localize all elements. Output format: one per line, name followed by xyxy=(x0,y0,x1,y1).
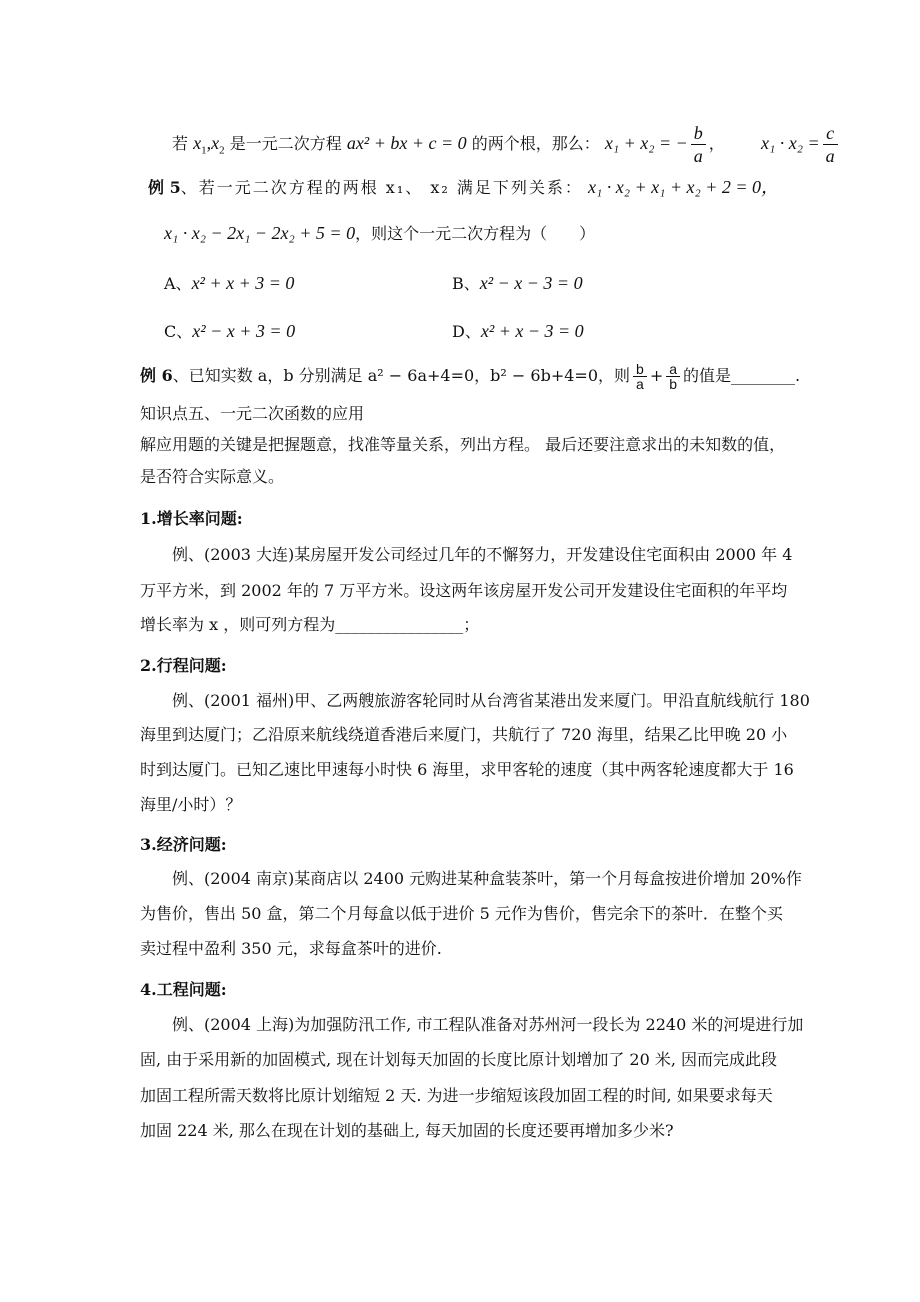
example6-fraction-a-over-b: $\frac{a}{b}$ xyxy=(666,362,680,391)
example6-line: 例 6、已知实数 a，b 分别满足 a² − 6a+4=0，b² − 6b+4=0，则 $\frac{b}{a}$ + $\frac{a}{b}$ 的值是________. xyxy=(140,361,801,392)
example6-label: 例 6 xyxy=(140,366,173,385)
problem1-title: 1.增长率问题: xyxy=(140,509,243,528)
intro-connector: 是一元二次方程 xyxy=(229,134,342,153)
intro-suffix: 的两个根，那么： xyxy=(471,134,600,153)
problem1-line1: 例、(2003 大连)某房屋开发公司经过几年的不懈努力，开发建设住宅面积由 2000 年 4 xyxy=(172,545,793,564)
problem2-title: 2.行程问题: xyxy=(140,656,227,675)
intro-prefix: 若 xyxy=(172,134,189,153)
problem4-line3: 加固工程所需天数将比原计划缩短 2 天. 为进一步缩短该段加固工程的时间, 如果要求每天 xyxy=(140,1086,773,1105)
vieta-product-fraction: $\frac{c}{a}$ xyxy=(823,122,838,167)
problem3-line1: 例、(2004 南京)某商店以 2400 元购进某种盒装茶叶，第一个月每盒按进价增加 20%作 xyxy=(172,869,802,888)
problem4-line4: 加固 224 米, 那么在现在计划的基础上, 每天加固的长度还要再增加多少米? xyxy=(140,1121,674,1140)
problem4-line2: 固, 由于采用新的加固模式, 现在计划每天加固的长度比原计划增加了 20 米, 因而完成此段 xyxy=(140,1050,778,1069)
intro-x2: $x_2$ xyxy=(211,133,225,157)
problem2-line2: 海里到达厦门；乙沿原来航线绕道香港后来厦门，共航行了 720 海里，结果乙比甲晚 20 小 xyxy=(140,725,788,744)
vieta-sum-fraction: $\frac{b}{a}$ xyxy=(691,122,706,167)
problem2-line1: 例、(2001 福州)甲、乙两艘旅游客轮同时从台湾省某港出发来厦门。甲沿直航线航行 180 xyxy=(172,691,810,710)
option-b: B、x² − x − 3 = 0 xyxy=(452,273,583,293)
vieta-sum-lhs: x₁ + x₂ = − xyxy=(604,133,688,153)
section5-heading: 知识点五、一元二次函数的应用 xyxy=(140,404,365,423)
problem1-line3: 增长率为 x ，则可列方程为________________； xyxy=(140,615,480,634)
intro-x1: $x_1$ xyxy=(193,133,207,157)
problem4-title: 4.工程问题: xyxy=(140,980,227,999)
intro-equation: ax² + bx + c = 0 xyxy=(346,133,467,153)
example5-label: 例 5 xyxy=(148,178,181,197)
problem3-line2: 为售价，售出 50 盒，第二个月每盒以低于进价 5 元作为售价，售完余下的茶叶．在整个买 xyxy=(140,904,783,923)
option-a: A、x² + x + 3 = 0 xyxy=(164,273,295,293)
problem2-line3: 时到达厦门。已知乙速比甲速每小时快 6 海里，求甲客轮的速度（其中两客轮速度都大于 16 xyxy=(140,760,794,779)
problem1-line2: 万平方米，到 2002 年的 7 万平方米。设这两年该房屋开发公司开发建设住宅面积的年平均 xyxy=(140,581,788,600)
section5-paragraph-line2: 是否符合实际意义。 xyxy=(140,467,285,486)
option-c: C、x² − x + 3 = 0 xyxy=(164,321,296,341)
vieta-intro: 若 $x_1,x_2$ 是一元二次方程 ax² + bx + c = 0 的两个根，那么： x₁ + x₂ = − $\frac{b}{a}$ ， x₁ · x₂ = $\frac{c}{a}$ xyxy=(172,122,841,167)
option-d: D、x² + x − 3 = 0 xyxy=(452,321,584,341)
example6-tail: 的值是________. xyxy=(683,366,801,385)
example5-relation2: x₁ · x₂ − 2x₁ − 2x₂ + 5 = 0 xyxy=(164,223,356,243)
problem3-line3: 卖过程中盈利 350 元，求每盒茶叶的进价. xyxy=(140,939,442,958)
problem4-line1: 例、(2004 上海)为加强防汛工作, 市工程队准备对苏州河一段长为 2240 米的河堤进行加 xyxy=(172,1015,804,1034)
example5-text: 、若一元二次方程的两根 x₁、 x₂ 满足下列关系： xyxy=(180,178,583,197)
section5-paragraph-line1: 解应用题的关键是把握题意，找准等量关系，列出方程。 最后还要注意求出的未知数的值， xyxy=(140,435,786,454)
example5-question: ，则这个一元二次方程为（ ） xyxy=(355,224,596,243)
vieta-product-lhs: x₁ · x₂ = xyxy=(760,133,820,153)
example5-relation1: x₁ · x₂ + x₁ + x₂ + 2 = 0， xyxy=(587,177,780,197)
example5-line2 xyxy=(164,222,595,245)
problem3-title: 3.经济问题: xyxy=(140,835,227,854)
example6-text: 、已知实数 a，b 分别满足 a² − 6a+4=0，b² − 6b+4=0，则 xyxy=(172,366,631,385)
problem2-line4: 海里/小时）？ xyxy=(140,795,242,814)
example6-fraction-b-over-a: $\frac{b}{a}$ xyxy=(633,362,647,391)
example5-line1 xyxy=(148,176,779,199)
